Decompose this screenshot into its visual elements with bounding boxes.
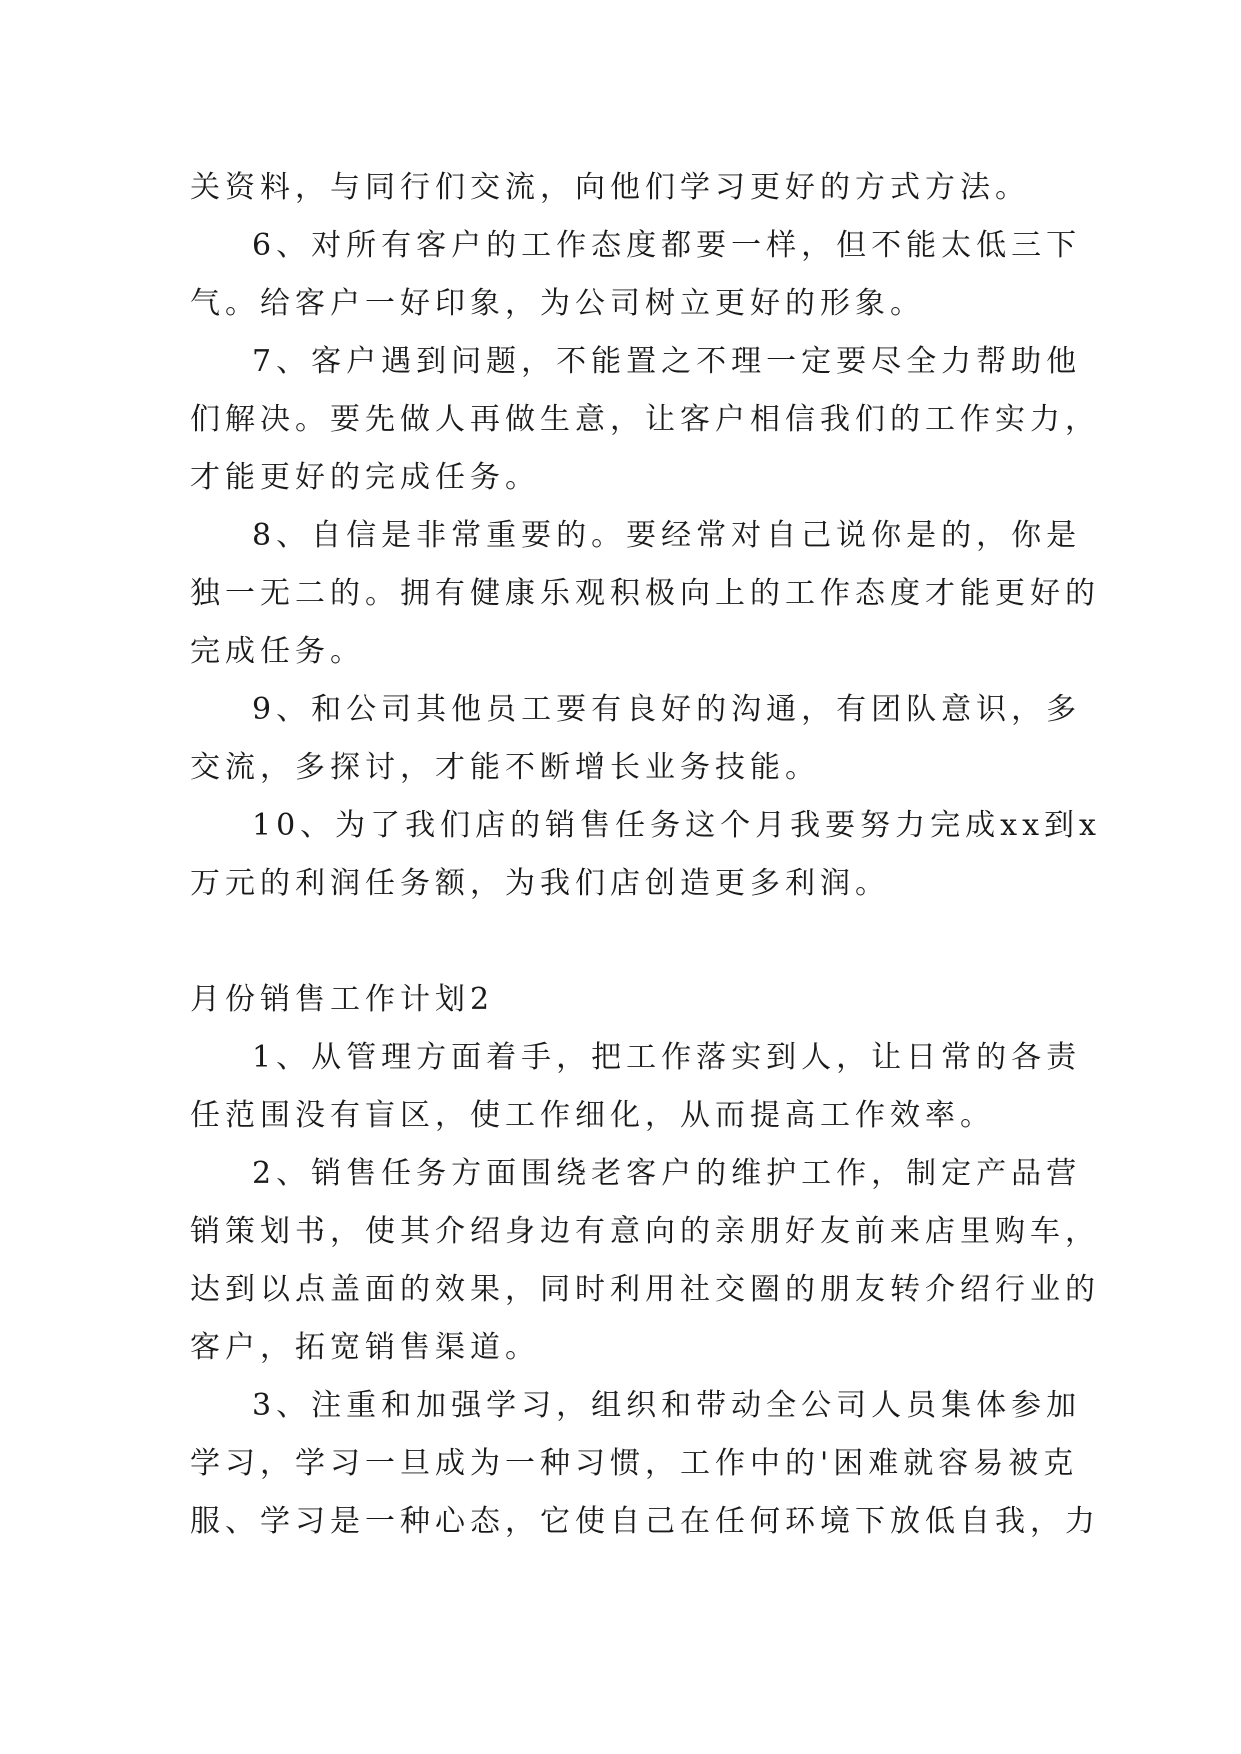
list-item-1: 1、从管理方面着手，把工作落实到人，让日常的各责 bbox=[252, 1040, 1082, 1075]
text-line: 学习，学习一旦成为一种习惯，工作中的'困难就容易被克 bbox=[190, 1446, 1079, 1481]
text-line: 服、学习是一种心态，它使自己在任何环境下放低自我，力 bbox=[190, 1504, 1100, 1539]
list-item-3: 3、注重和加强学习，组织和带动全公司人员集体参加 bbox=[252, 1388, 1082, 1423]
text-line: 万元的利润任务额，为我们店创造更多利润。 bbox=[190, 866, 890, 901]
text-line: 达到以点盖面的效果，同时利用社交圈的朋友转介绍行业的 bbox=[190, 1272, 1100, 1307]
text-line: 任范围没有盲区，使工作细化，从而提高工作效率。 bbox=[190, 1098, 995, 1133]
list-item-8: 8、自信是非常重要的。要经常对自己说你是的，你是 bbox=[252, 518, 1082, 553]
text-line: 销策划书，使其介绍身边有意向的亲朋好友前来店里购车， bbox=[190, 1214, 1100, 1249]
text-line: 独一无二的。拥有健康乐观积极向上的工作态度才能更好的 bbox=[190, 576, 1100, 611]
text-line: 们解决。要先做人再做生意，让客户相信我们的工作实力， bbox=[190, 402, 1100, 437]
list-item-9: 9、和公司其他员工要有良好的沟通，有团队意识，多 bbox=[252, 692, 1082, 727]
section-heading: 月份销售工作计划2 bbox=[190, 982, 495, 1017]
text-line: 气。给客户一好印象，为公司树立更好的形象。 bbox=[190, 286, 925, 321]
list-item-10: 10、为了我们店的销售任务这个月我要努力完成xx到x bbox=[252, 808, 1101, 843]
text-line: 完成任务。 bbox=[190, 634, 365, 669]
text-line: 关资料，与同行们交流，向他们学习更好的方式方法。 bbox=[190, 170, 1030, 205]
list-item-2: 2、销售任务方面围绕老客户的维护工作，制定产品营 bbox=[252, 1156, 1082, 1191]
list-item-7: 7、客户遇到问题，不能置之不理一定要尽全力帮助他 bbox=[252, 344, 1082, 379]
text-line: 交流，多探讨，才能不断增长业务技能。 bbox=[190, 750, 820, 785]
text-line: 才能更好的完成任务。 bbox=[190, 460, 540, 495]
text-line: 客户，拓宽销售渠道。 bbox=[190, 1330, 540, 1365]
list-item-6: 6、对所有客户的工作态度都要一样，但不能太低三下 bbox=[252, 228, 1082, 263]
